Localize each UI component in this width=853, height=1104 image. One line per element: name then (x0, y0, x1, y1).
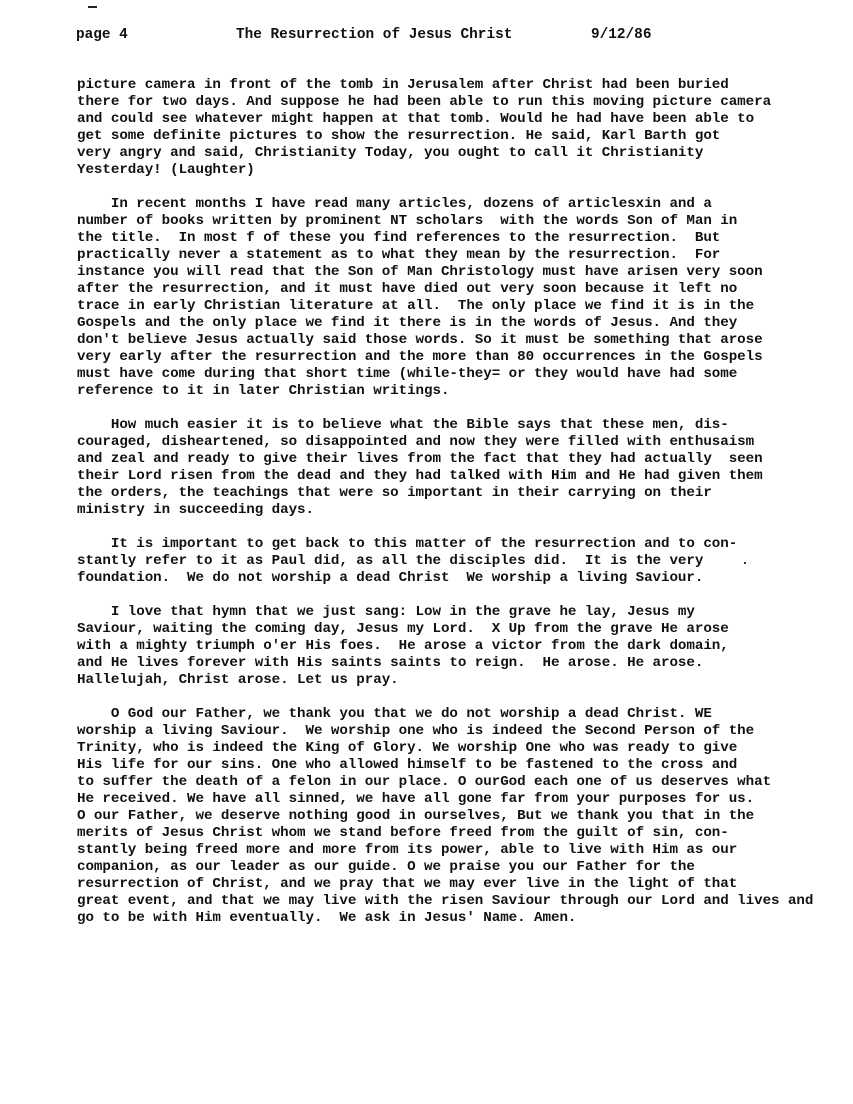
paragraph-6: O God our Father, we thank you that we do not worship a dead Christ. WE worship a living Saviour. We worship one who is indeed the Second Person of the Trinity, who is indeed the King of Glory. We worship One who was ready to give His life for our sins. One who allowed himself to be fastened to the cross and to suffer the death of a felon in our place. O ourGod each one of us deserves what He received. We have all sinned, we have all gone far from your purposes for us. O our Father, we deserve nothing good in ourselves, But we thank you that in the merits of Jesus Christ whom we stand before freed from the guilt of sin, con- stantly being freed more and more from its power, able to live with Him as our companion, as our leader as our guide. O we praise you our Father for the resurrection of Christ, and we pray that we may ever live in the light of that great event, and that we may live with the risen Saviour through our Lord and lives and go to be with Him eventually. We ask in Jesus' Name. Amen. (77, 706, 814, 926)
document-date: 9/12/86 (591, 27, 652, 43)
paragraph-4: It is important to get back to this matter of the resurrection and to con- stantly refer to it as Paul did, as all the disciples did. It is the very foundation. We do not worship a dead Christ We worship a living Saviour. (77, 536, 738, 586)
page-number: page 4 (76, 27, 128, 43)
paragraph-5: I love that hymn that we just sang: Low in the grave he lay, Jesus my Saviour, waiting the coming day, Jesus my Lord. X Up from the grave He arose with a mighty triumph o'er His foes. He arose a victor from the dark domain, and He lives forever with His saints saints to reign. He arose. He arose. Hallelujah, Christ arose. Let us pray. (77, 604, 729, 688)
paragraph-1: picture camera in front of the tomb in Jerusalem after Christ had been buried there for two days. And suppose he had been able to run this moving picture camera and could see whatever might happen at that tomb. Would he had have been able to get some definite pictures to show the resurrection. He said, Karl Barth got very angry and said, Christianity Today, you ought to call it Christianity Yesterday! (Laughter) (77, 77, 772, 178)
paragraph-2: In recent months I have read many articles, dozens of articlesxin and a number of books written by prominent NT scholars with the words Son of Man in the title. In most f of these you find references to the resurrection. But practically never a statement as to what they mean by the resurrection. For instance you will read that the Son of Man Christology must have arisen very soon after the resurrection, and it must have died out very soon because it left no trace in early Christian literature at all. The only place we find it is in the Gospels and the only place we find it there is in the words of Jesus. And they don't believe Jesus actually said those words. So it must be something that arose very early after the resurrection and the more than 80 occurrences in the Gospels must have come during that short time (while-they= or they would have had some reference to it in later Christian writings. (77, 196, 763, 399)
document-title: The Resurrection of Jesus Christ (236, 27, 513, 43)
document-body (77, 77, 817, 944)
stray-dot (744, 562, 746, 564)
stray-mark (88, 6, 97, 8)
paragraph-3: How much easier it is to believe what the Bible says that these men, dis- couraged, disheartened, so disappointed and now they were filled with enthusaism and zeal and ready to give their lives from the fact that they had actually seen their Lord risen from the dead and they had talked with Him and He had given them the orders, the teachings that were so important in their carrying on their ministry in succeeding days. (77, 417, 763, 518)
